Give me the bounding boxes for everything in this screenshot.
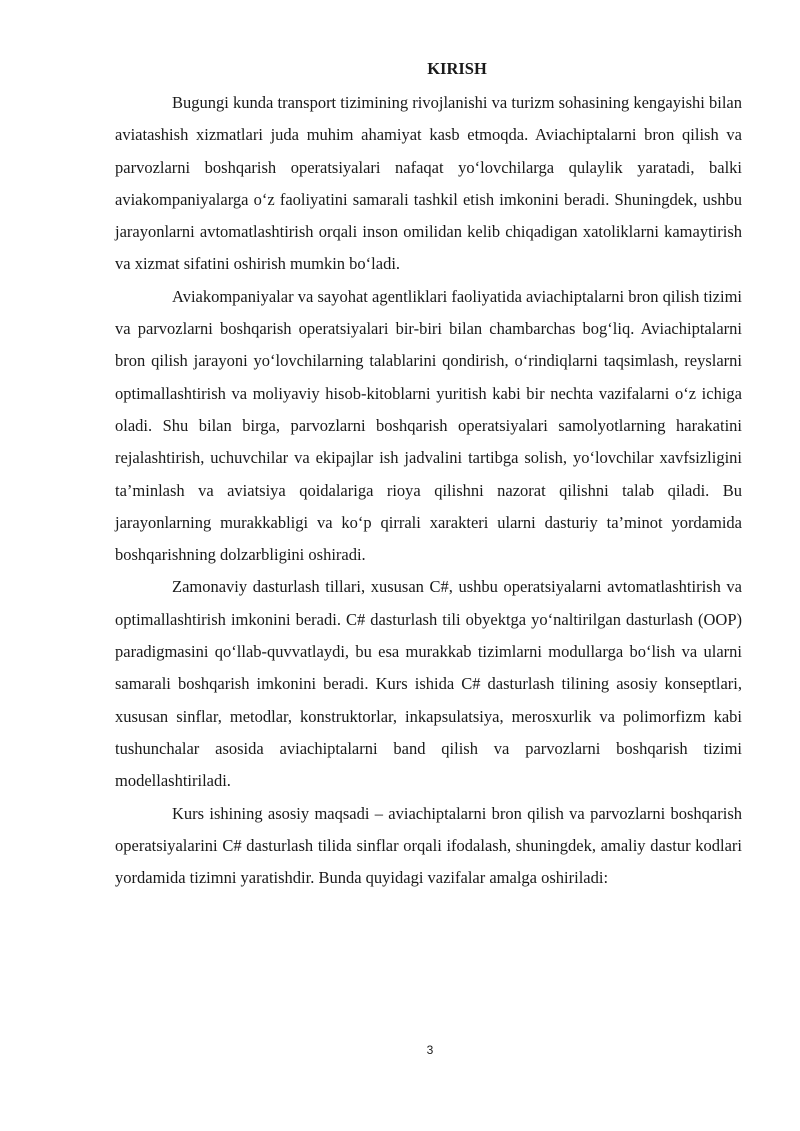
section-title: KIRISH [427,59,487,78]
paragraph: Bugungi kunda transport tizimining rivojlanishi va turizm sohasining kengayishi bilan aviatashish xizmatlari juda muhim ahamiyat kasb etmoqda. Aviachiptalarni bron qilish va parvozlarni boshqarish operatsiyalari nafaqat yo‘lovchilarga qulaylik yaratadi, balki aviakompaniyalarga o‘z faoliyatini samarali tashkil etish imkonini beradi. Shuningdek, ushbu jarayonlarni avtomatlashtirish orqali inson omilidan kelib chiqadigan xatoliklarni kamaytirish va xizmat sifatini oshirish mumkin bo‘ladi. [115,93,742,274]
paragraph: Aviakompaniyalar va sayohat agentliklari faoliyatida aviachiptalarni bron qilish tizimi va parvozlarni boshqarish operatsiyalari bir-biri bilan chambarchas bog‘liq. Aviachiptalarni bron qilish jarayoni yo‘lovchilarning talablarini qondirish, o‘rindiqlarni taqsimlash, reyslarni optimallashtirish va moliyaviy hisob-kitoblarni yuritish kabi bir nechta vazifalarni o‘z ichiga oladi. Shu bilan birga, parvozlarni boshqarish operatsiyalari samolyotlarning harakatini rejalashtirish, uchuvchilar va ekipajlar ish jadvalini tartibga solish, yo‘lovchilar xavfsizligini ta’minlash va aviatsiya qoidalariga rioya qilishni nazorat qilishni talab qiladi. Bu jarayonlarning murakkabligi va ko‘p qirrali xarakteri ularni dasturiy ta’minot yordamida boshqarishning dolzarbligini oshiradi. [115,286,742,565]
body-text [115,87,742,894]
paragraph: Kurs ishining asosiy maqsadi – aviachiptalarni bron qilish va parvozlarni boshqarish operatsiyalarini C# dasturlash tilida sinflar orqali ifodalash, shuningdek, amaliy dastur kodlari yordamida tizimni yaratishdir. Bunda quyidagi vazifalar amalga oshiriladi: [115,803,742,888]
page-number: 3 [426,1043,434,1057]
paragraph: Zamonaviy dasturlash tillari, xususan C#, ushbu operatsiyalarni avtomatlashtirish va optimallashtirish imkonini beradi. C# dasturlash tili obyektga yo‘naltirilgan dasturlash (OOP) paradigmasini qo‘llab-quvvatlaydi, bu esa murakkab tizimlarni modullarga bo‘lish va ularni samarali boshqarish imkonini beradi. Kurs ishida C# dasturlash tilining asosiy konseptlari, xususan sinflar, metodlar, konstruktorlar, inkapsulatsiya, merosxurlik va polimorfizm kabi tushunchalar asosida aviachiptalarni band qilish va parvozlarni boshqarish tizimi modellashtiriladi. [115,577,742,791]
